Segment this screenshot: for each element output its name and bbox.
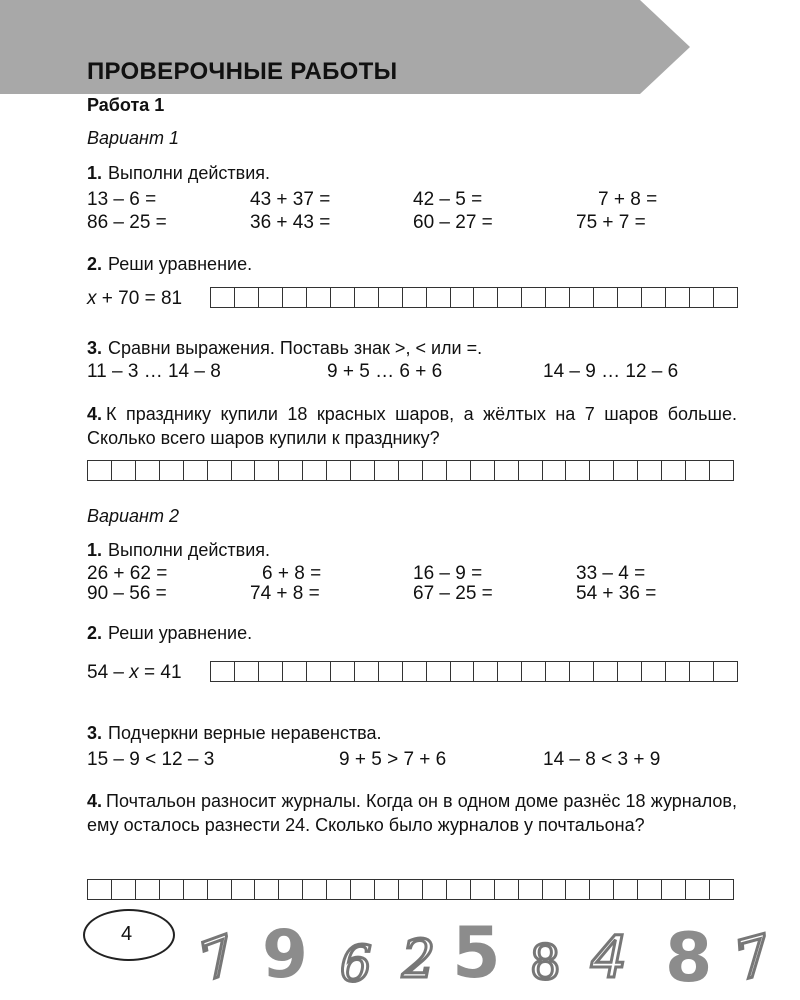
answer-cell[interactable] — [710, 880, 733, 899]
task-number: 3. — [87, 723, 103, 743]
v2-inequality[interactable]: 14 – 8 < 3 + 9 — [543, 749, 661, 770]
answer-cell[interactable] — [399, 461, 423, 480]
answer-cell[interactable] — [447, 880, 471, 899]
task-number: 4. — [87, 791, 103, 811]
answer-cell[interactable] — [235, 288, 259, 307]
answer-cell[interactable] — [88, 461, 112, 480]
page-title: ПРОВЕРОЧНЫЕ РАБОТЫ — [87, 58, 398, 85]
answer-cell[interactable] — [160, 880, 184, 899]
answer-cell[interactable] — [279, 461, 303, 480]
v1-expr: 7 + 8 = — [598, 189, 658, 210]
answer-cell[interactable] — [427, 288, 451, 307]
v1-task3-heading — [87, 338, 482, 359]
task-text: Реши уравнение. — [108, 254, 253, 274]
answer-cell[interactable] — [642, 662, 666, 681]
answer-cell[interactable] — [451, 662, 475, 681]
answer-cell[interactable] — [642, 288, 666, 307]
task-number: 2. — [87, 254, 103, 274]
answer-cell[interactable] — [543, 461, 567, 480]
equation-variable: x — [87, 288, 97, 309]
answer-cell[interactable] — [255, 880, 279, 899]
answer-cell[interactable] — [495, 880, 519, 899]
answer-cell[interactable] — [331, 288, 355, 307]
v1-expr: 42 – 5 = — [413, 189, 483, 210]
answer-cell[interactable] — [283, 288, 307, 307]
answer-cell[interactable] — [618, 288, 642, 307]
decor-digit: 9 — [262, 916, 308, 993]
answer-cell[interactable] — [379, 288, 403, 307]
page-number-oval — [83, 909, 175, 961]
answer-cell[interactable] — [232, 461, 256, 480]
task-text: Подчеркни верные неравенства. — [108, 723, 382, 743]
v2-expr: 33 – 4 = — [576, 563, 646, 584]
decor-digit: 8 — [665, 919, 713, 995]
answer-cell[interactable] — [136, 880, 160, 899]
answer-cell[interactable] — [543, 880, 567, 899]
answer-cell[interactable] — [211, 288, 235, 307]
answer-cell[interactable] — [351, 461, 375, 480]
answer-cell[interactable] — [232, 880, 256, 899]
task-text: Выполни действия. — [108, 163, 270, 183]
decor-digit: 7 — [191, 925, 244, 993]
answer-cell[interactable] — [399, 880, 423, 899]
variant-2-label: Вариант 2 — [87, 506, 179, 526]
answer-cell[interactable] — [570, 288, 594, 307]
answer-cell[interactable] — [447, 461, 471, 480]
task-number: 3. — [87, 338, 103, 358]
v2-expr: 26 + 62 = — [87, 563, 168, 584]
answer-cell[interactable] — [710, 461, 733, 480]
answer-cell[interactable] — [686, 880, 710, 899]
answer-cell[interactable] — [88, 880, 112, 899]
v1-compare-expr: 11 – 3 … 14 – 8 — [87, 361, 221, 382]
v1-expr: 43 + 37 = — [250, 189, 331, 210]
answer-cell[interactable] — [112, 880, 136, 899]
answer-cell[interactable] — [403, 662, 427, 681]
v2-task3-heading — [87, 723, 382, 744]
equation-rest: = 41 — [138, 662, 182, 683]
answer-cell[interactable] — [614, 880, 638, 899]
answer-cell[interactable] — [235, 662, 259, 681]
decor-digit: 5 — [452, 912, 501, 994]
v1-expr: 75 + 7 = — [576, 212, 646, 233]
answer-cell[interactable] — [522, 662, 546, 681]
answer-cell[interactable] — [279, 880, 303, 899]
answer-cell[interactable] — [112, 461, 136, 480]
answer-cell[interactable] — [614, 461, 638, 480]
answer-cell[interactable] — [355, 288, 379, 307]
v2-inequality[interactable]: 15 – 9 < 12 – 3 — [87, 749, 215, 770]
answer-cell[interactable] — [690, 288, 714, 307]
answer-cell[interactable] — [638, 461, 662, 480]
task-text: Почтальон разносит журналы. Когда он в одном доме разнёс 18 журналов, ему осталось разнести 24. Сколько было журналов у почтальона? — [87, 791, 737, 835]
v2-expr: 16 – 9 = — [413, 563, 483, 584]
answer-cell[interactable] — [331, 662, 355, 681]
answer-cell[interactable] — [471, 880, 495, 899]
answer-cell[interactable] — [379, 662, 403, 681]
answer-cell[interactable] — [355, 662, 379, 681]
decor-digit: 2 — [402, 930, 436, 990]
answer-cell[interactable] — [136, 461, 160, 480]
v2-expr: 74 + 8 = — [250, 583, 320, 604]
answer-cell[interactable] — [307, 288, 331, 307]
v2-expr: 6 + 8 = — [262, 563, 322, 584]
v1-compare-expr: 14 – 9 … 12 – 6 — [543, 361, 679, 382]
v2-expr: 54 + 36 = — [576, 583, 657, 604]
answer-cell[interactable] — [184, 461, 208, 480]
answer-cell[interactable] — [498, 662, 522, 681]
answer-cell[interactable] — [375, 880, 399, 899]
v1-expr: 86 – 25 = — [87, 212, 167, 233]
v2-inequality[interactable]: 9 + 5 > 7 + 6 — [339, 749, 447, 770]
answer-cell[interactable] — [594, 662, 618, 681]
task-number: 1. — [87, 540, 103, 560]
answer-cell[interactable] — [471, 461, 495, 480]
v1-task4 — [87, 402, 737, 450]
answer-cell[interactable] — [327, 461, 351, 480]
decor-digit: 4 — [590, 923, 627, 991]
answer-cell[interactable] — [327, 880, 351, 899]
v1-compare-expr: 9 + 5 … 6 + 6 — [327, 361, 443, 382]
answer-cell[interactable] — [184, 880, 208, 899]
answer-cell[interactable] — [618, 662, 642, 681]
answer-cell[interactable] — [666, 288, 690, 307]
v1-equation — [87, 288, 182, 310]
answer-cell[interactable] — [662, 461, 686, 480]
answer-cell[interactable] — [351, 880, 375, 899]
answer-cell[interactable] — [522, 288, 546, 307]
v1-task2-heading — [87, 254, 252, 275]
answer-cell[interactable] — [662, 880, 686, 899]
answer-cell[interactable] — [495, 461, 519, 480]
answer-cell[interactable] — [451, 288, 475, 307]
answer-cell[interactable] — [519, 880, 543, 899]
v1-expr: 60 – 27 = — [413, 212, 493, 233]
v2-expr: 67 – 25 = — [413, 583, 493, 604]
task-number: 2. — [87, 623, 103, 643]
answer-cell[interactable] — [566, 461, 590, 480]
v1-answer-grid[interactable] — [210, 287, 738, 308]
answer-cell[interactable] — [690, 662, 714, 681]
answer-cell[interactable] — [403, 288, 427, 307]
decor-digit: 6 — [340, 935, 372, 993]
task-number: 1. — [87, 163, 103, 183]
answer-cell[interactable] — [307, 662, 331, 681]
decorative-digits — [180, 905, 790, 995]
answer-cell[interactable] — [283, 662, 307, 681]
answer-cell[interactable] — [211, 662, 235, 681]
answer-cell[interactable] — [423, 461, 447, 480]
task-text: К празднику купили 18 красных шаров, а жёлтых на 7 шаров больше. Сколько всего шаров купили к празднику? — [87, 404, 737, 448]
answer-cell[interactable] — [594, 288, 618, 307]
work-title: Работа 1 — [87, 95, 165, 115]
equation-variable: x — [129, 662, 139, 683]
task-number: 4. — [87, 404, 103, 424]
answer-cell[interactable] — [375, 461, 399, 480]
v2-expr: 90 – 56 = — [87, 583, 167, 604]
answer-cell[interactable] — [474, 288, 498, 307]
answer-cell[interactable] — [259, 662, 283, 681]
answer-cell[interactable] — [638, 880, 662, 899]
equation-pre: 54 – — [87, 662, 130, 683]
page-number: 4 — [121, 923, 133, 945]
v2-task4-answer-grid[interactable] — [87, 879, 734, 900]
answer-cell[interactable] — [590, 461, 614, 480]
answer-cell[interactable] — [546, 288, 570, 307]
v2-equation — [87, 662, 182, 684]
answer-cell[interactable] — [160, 461, 184, 480]
decor-digit: 8 — [530, 935, 561, 991]
v2-answer-grid[interactable] — [210, 661, 738, 682]
task-text: Сравни выражения. Поставь знак >, < или =. — [108, 338, 483, 358]
answer-cell[interactable] — [427, 662, 451, 681]
task-text: Реши уравнение. — [108, 623, 253, 643]
answer-cell[interactable] — [570, 662, 594, 681]
answer-cell[interactable] — [208, 880, 232, 899]
answer-cell[interactable] — [546, 662, 570, 681]
answer-cell[interactable] — [255, 461, 279, 480]
answer-cell[interactable] — [666, 662, 690, 681]
v1-task4-answer-grid[interactable] — [87, 460, 734, 481]
v2-task1-heading — [87, 540, 270, 561]
decor-digit: 7 — [728, 922, 778, 993]
answer-cell[interactable] — [714, 662, 737, 681]
answer-cell[interactable] — [208, 461, 232, 480]
task-text: Выполни действия. — [108, 540, 270, 560]
answer-cell[interactable] — [303, 880, 327, 899]
v2-task4 — [87, 789, 737, 837]
answer-cell[interactable] — [714, 288, 737, 307]
equation-rest: + 70 = 81 — [96, 288, 183, 309]
answer-cell[interactable] — [686, 461, 710, 480]
answer-cell[interactable] — [498, 288, 522, 307]
answer-cell[interactable] — [423, 880, 447, 899]
v1-expr: 36 + 43 = — [250, 212, 331, 233]
v2-task2-heading — [87, 623, 252, 644]
v1-expr: 13 – 6 = — [87, 189, 157, 210]
answer-cell[interactable] — [474, 662, 498, 681]
answer-cell[interactable] — [259, 288, 283, 307]
answer-cell[interactable] — [590, 880, 614, 899]
v1-task1-heading — [87, 163, 270, 184]
answer-cell[interactable] — [303, 461, 327, 480]
answer-cell[interactable] — [566, 880, 590, 899]
answer-cell[interactable] — [519, 461, 543, 480]
variant-1-label: Вариант 1 — [87, 128, 179, 148]
